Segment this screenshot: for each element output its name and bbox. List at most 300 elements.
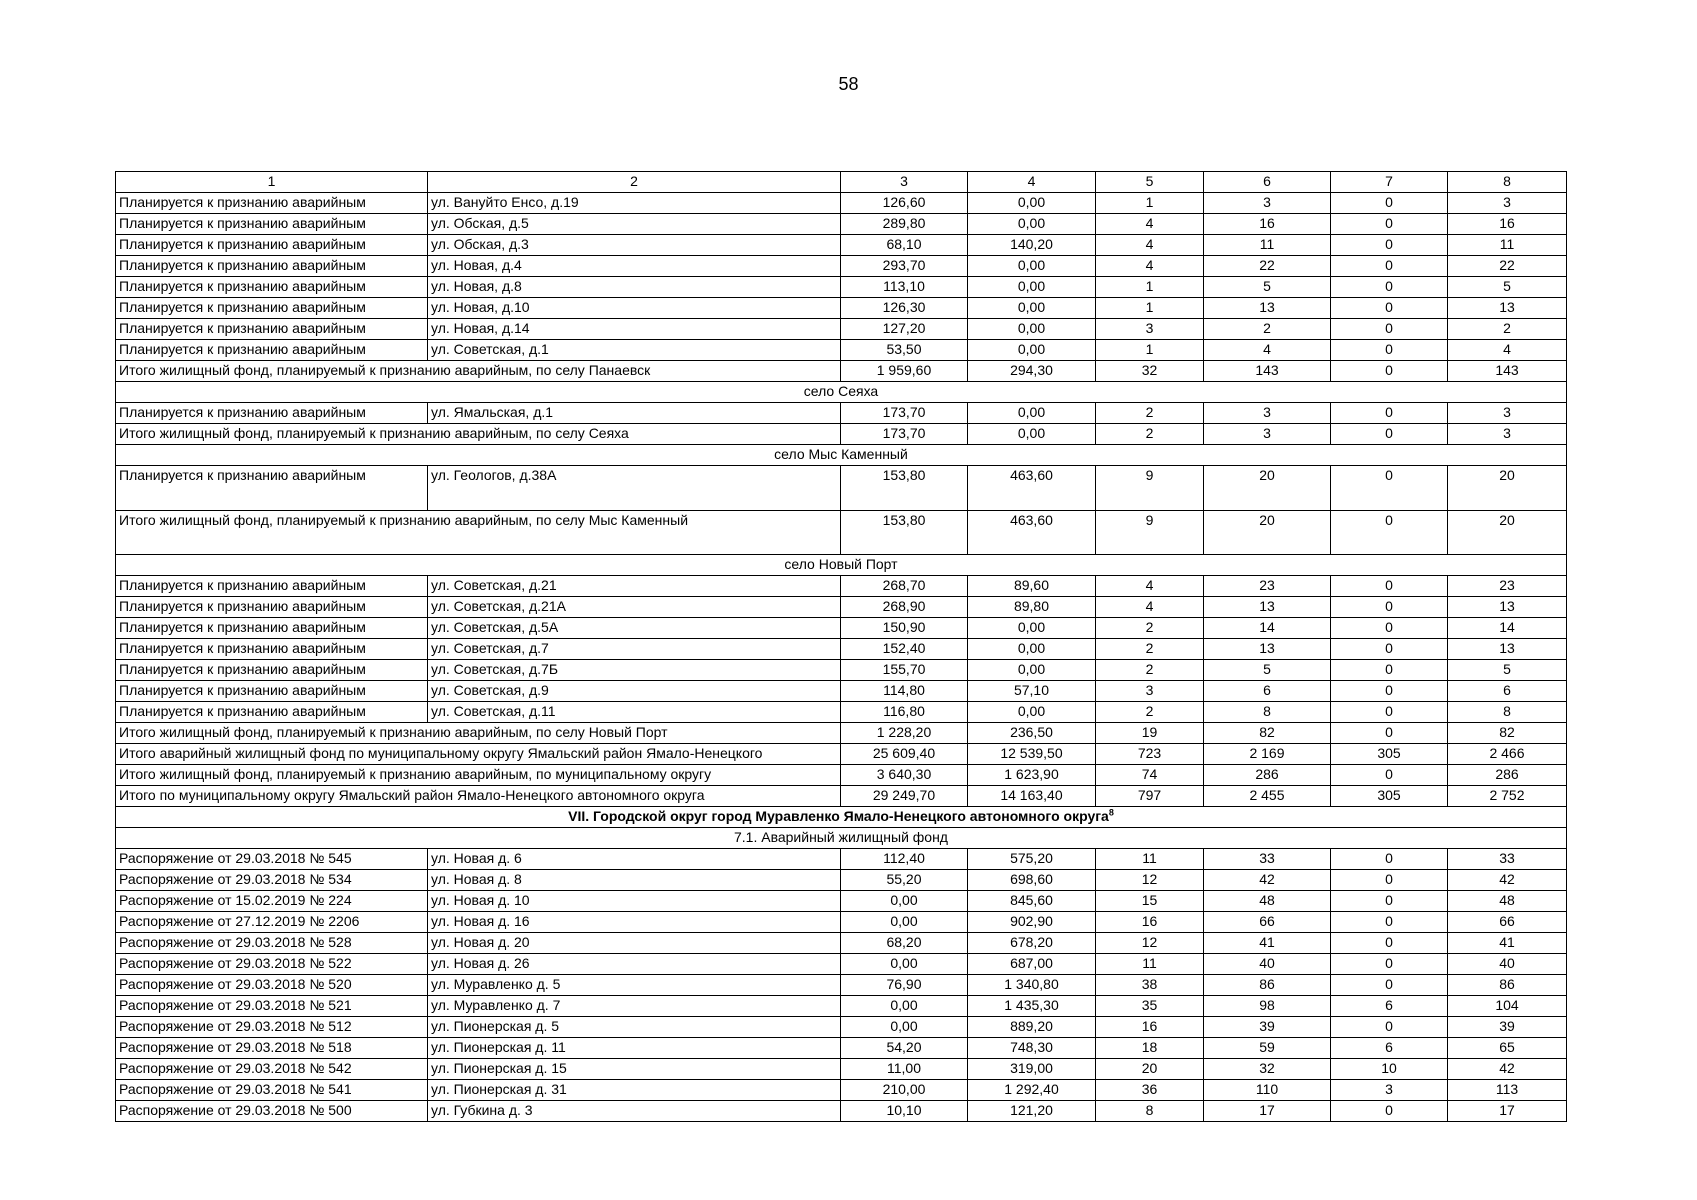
column-header: 3	[841, 172, 968, 193]
section-row	[116, 807, 1567, 828]
value-cell-col3: 68,10	[841, 235, 968, 256]
table-row	[116, 597, 1567, 618]
value-cell-col7: 0	[1331, 975, 1448, 996]
value-cell-col5: 38	[1096, 975, 1204, 996]
value-cell-col7: 0	[1331, 933, 1448, 954]
value-cell-col3: 268,90	[841, 597, 968, 618]
value-cell-col7: 0	[1331, 1101, 1448, 1122]
address-cell: ул. Новая, д.14	[428, 319, 841, 340]
value-cell-col6: 20	[1204, 511, 1331, 555]
table-row	[116, 891, 1567, 912]
value-cell-col7: 0	[1331, 681, 1448, 702]
table-row	[116, 298, 1567, 319]
value-cell-col5: 4	[1096, 214, 1204, 235]
value-cell-col5: 797	[1096, 786, 1204, 807]
value-cell-col4: 0,00	[968, 660, 1096, 681]
value-cell-col4: 1 340,80	[968, 975, 1096, 996]
table-row	[116, 319, 1567, 340]
value-cell-col5: 16	[1096, 912, 1204, 933]
value-cell-col5: 12	[1096, 933, 1204, 954]
value-cell-col4: 845,60	[968, 891, 1096, 912]
value-cell-col5: 11	[1096, 849, 1204, 870]
value-cell-col3: 25 609,40	[841, 744, 968, 765]
value-cell-col7: 0	[1331, 912, 1448, 933]
table-row	[116, 340, 1567, 361]
value-cell-col8: 5	[1448, 660, 1567, 681]
value-cell-col5: 1	[1096, 340, 1204, 361]
basis-cell: Планируется к признанию аварийным	[116, 319, 428, 340]
section-title	[116, 382, 1567, 403]
value-cell-col6: 13	[1204, 298, 1331, 319]
section-title	[116, 445, 1567, 466]
value-cell-col4: 121,20	[968, 1101, 1096, 1122]
basis-cell: Планируется к признанию аварийным	[116, 403, 428, 424]
value-cell-col4: 1 292,40	[968, 1080, 1096, 1101]
value-cell-col3: 152,40	[841, 639, 968, 660]
total-label: Итого жилищный фонд, планируемый к признанию аварийным, по селу Панаевск	[116, 361, 841, 382]
value-cell-col4: 89,60	[968, 576, 1096, 597]
basis-cell: Распоряжение от 29.03.2018 № 512	[116, 1017, 428, 1038]
basis-cell: Распоряжение от 29.03.2018 № 522	[116, 954, 428, 975]
value-cell-col8: 4	[1448, 340, 1567, 361]
basis-cell: Планируется к признанию аварийным	[116, 340, 428, 361]
value-cell-col3: 153,80	[841, 511, 968, 555]
value-cell-col5: 19	[1096, 723, 1204, 744]
value-cell-col3: 153,80	[841, 466, 968, 511]
value-cell-col5: 35	[1096, 996, 1204, 1017]
value-cell-col4: 236,50	[968, 723, 1096, 744]
value-cell-col6: 4	[1204, 340, 1331, 361]
address-cell: ул. Вануйто Енсо, д.19	[428, 193, 841, 214]
value-cell-col7: 0	[1331, 277, 1448, 298]
value-cell-col5: 74	[1096, 765, 1204, 786]
value-cell-col3: 112,40	[841, 849, 968, 870]
value-cell-col7: 0	[1331, 618, 1448, 639]
value-cell-col5: 12	[1096, 870, 1204, 891]
address-cell: ул. Советская, д.21	[428, 576, 841, 597]
value-cell-col4: 889,20	[968, 1017, 1096, 1038]
value-cell-col6: 5	[1204, 277, 1331, 298]
value-cell-col4: 687,00	[968, 954, 1096, 975]
table-row	[116, 849, 1567, 870]
value-cell-col5: 2	[1096, 639, 1204, 660]
total-label: Итого жилищный фонд, планируемый к признанию аварийным, по селу Сеяха	[116, 424, 841, 445]
value-cell-col7: 0	[1331, 576, 1448, 597]
value-cell-col5: 11	[1096, 954, 1204, 975]
basis-cell: Планируется к признанию аварийным	[116, 660, 428, 681]
value-cell-col8: 42	[1448, 1059, 1567, 1080]
basis-cell: Распоряжение от 29.03.2018 № 520	[116, 975, 428, 996]
value-cell-col6: 3	[1204, 403, 1331, 424]
value-cell-col4: 0,00	[968, 319, 1096, 340]
column-header-row	[116, 172, 1567, 193]
address-cell: ул. Обская, д.5	[428, 214, 841, 235]
basis-cell: Планируется к признанию аварийным	[116, 681, 428, 702]
section-title-text: село Сеяха	[803, 383, 879, 399]
value-cell-col8: 8	[1448, 702, 1567, 723]
address-cell: ул. Советская, д.7Б	[428, 660, 841, 681]
value-cell-col8: 104	[1448, 996, 1567, 1017]
value-cell-col4: 0,00	[968, 424, 1096, 445]
section-title-text: 7.1. Аварийный жилищный фонд	[734, 829, 948, 845]
total-label: Итого жилищный фонд, планируемый к признанию аварийным, по селу Новый Порт	[116, 723, 841, 744]
value-cell-col6: 16	[1204, 214, 1331, 235]
value-cell-col3: 0,00	[841, 996, 968, 1017]
value-cell-col5: 2	[1096, 424, 1204, 445]
basis-cell: Планируется к признанию аварийным	[116, 277, 428, 298]
value-cell-col3: 268,70	[841, 576, 968, 597]
value-cell-col6: 41	[1204, 933, 1331, 954]
basis-cell: Планируется к признанию аварийным	[116, 298, 428, 319]
table-row	[116, 256, 1567, 277]
table-row	[116, 1101, 1567, 1122]
value-cell-col7: 0	[1331, 1017, 1448, 1038]
value-cell-col6: 110	[1204, 1080, 1331, 1101]
basis-cell: Распоряжение от 29.03.2018 № 534	[116, 870, 428, 891]
total-row	[116, 723, 1567, 744]
section-title	[116, 555, 1567, 576]
value-cell-col5: 2	[1096, 618, 1204, 639]
total-row	[116, 744, 1567, 765]
value-cell-col5: 1	[1096, 298, 1204, 319]
value-cell-col6: 42	[1204, 870, 1331, 891]
section-title	[116, 807, 1567, 828]
value-cell-col3: 293,70	[841, 256, 968, 277]
value-cell-col3: 53,50	[841, 340, 968, 361]
value-cell-col3: 155,70	[841, 660, 968, 681]
value-cell-col4: 902,90	[968, 912, 1096, 933]
value-cell-col6: 17	[1204, 1101, 1331, 1122]
basis-cell: Распоряжение от 29.03.2018 № 542	[116, 1059, 428, 1080]
value-cell-col4: 463,60	[968, 511, 1096, 555]
table-row	[116, 996, 1567, 1017]
value-cell-col3: 3 640,30	[841, 765, 968, 786]
section-row	[116, 555, 1567, 576]
table-row	[116, 912, 1567, 933]
basis-cell: Распоряжение от 29.03.2018 № 528	[116, 933, 428, 954]
value-cell-col6: 23	[1204, 576, 1331, 597]
address-cell: ул. Муравленко д. 7	[428, 996, 841, 1017]
value-cell-col5: 3	[1096, 681, 1204, 702]
table-row	[116, 576, 1567, 597]
value-cell-col7: 0	[1331, 723, 1448, 744]
value-cell-col5: 2	[1096, 403, 1204, 424]
value-cell-col5: 9	[1096, 466, 1204, 511]
address-cell: ул. Советская, д.1	[428, 340, 841, 361]
total-row	[116, 786, 1567, 807]
section-title	[116, 828, 1567, 849]
value-cell-col7: 305	[1331, 786, 1448, 807]
value-cell-col4: 57,10	[968, 681, 1096, 702]
table-row	[116, 933, 1567, 954]
value-cell-col7: 3	[1331, 1080, 1448, 1101]
table-row	[116, 870, 1567, 891]
basis-cell: Планируется к признанию аварийным	[116, 466, 428, 511]
address-cell: ул. Обская, д.3	[428, 235, 841, 256]
address-cell: ул. Муравленко д. 5	[428, 975, 841, 996]
section-row	[116, 828, 1567, 849]
value-cell-col4: 0,00	[968, 702, 1096, 723]
value-cell-col3: 289,80	[841, 214, 968, 235]
value-cell-col6: 59	[1204, 1038, 1331, 1059]
value-cell-col7: 0	[1331, 298, 1448, 319]
value-cell-col3: 76,90	[841, 975, 968, 996]
value-cell-col3: 11,00	[841, 1059, 968, 1080]
address-cell: ул. Советская, д.5А	[428, 618, 841, 639]
total-row	[116, 511, 1567, 555]
value-cell-col5: 4	[1096, 235, 1204, 256]
value-cell-col4: 0,00	[968, 193, 1096, 214]
value-cell-col8: 17	[1448, 1101, 1567, 1122]
value-cell-col5: 20	[1096, 1059, 1204, 1080]
value-cell-col4: 0,00	[968, 340, 1096, 361]
value-cell-col8: 20	[1448, 466, 1567, 511]
basis-cell: Распоряжение от 29.03.2018 № 521	[116, 996, 428, 1017]
value-cell-col8: 3	[1448, 193, 1567, 214]
total-label: Итого жилищный фонд, планируемый к признанию аварийным, по селу Мыс Каменный	[116, 511, 841, 555]
value-cell-col5: 2	[1096, 702, 1204, 723]
value-cell-col3: 173,70	[841, 403, 968, 424]
value-cell-col7: 0	[1331, 891, 1448, 912]
value-cell-col8: 13	[1448, 639, 1567, 660]
address-cell: ул. Пионерская д. 5	[428, 1017, 841, 1038]
value-cell-col8: 66	[1448, 912, 1567, 933]
value-cell-col6: 3	[1204, 193, 1331, 214]
value-cell-col3: 0,00	[841, 1017, 968, 1038]
basis-cell: Планируется к признанию аварийным	[116, 235, 428, 256]
value-cell-col7: 0	[1331, 361, 1448, 382]
value-cell-col7: 0	[1331, 424, 1448, 445]
value-cell-col8: 13	[1448, 597, 1567, 618]
value-cell-col6: 5	[1204, 660, 1331, 681]
value-cell-col7: 0	[1331, 340, 1448, 361]
table-row	[116, 235, 1567, 256]
table-row	[116, 1080, 1567, 1101]
value-cell-col6: 66	[1204, 912, 1331, 933]
value-cell-col4: 0,00	[968, 277, 1096, 298]
value-cell-col7: 0	[1331, 597, 1448, 618]
table-row	[116, 660, 1567, 681]
table-row	[116, 702, 1567, 723]
value-cell-col7: 0	[1331, 765, 1448, 786]
address-cell: ул. Новая, д.8	[428, 277, 841, 298]
address-cell: ул. Новая, д.10	[428, 298, 841, 319]
address-cell: ул. Пионерская д. 15	[428, 1059, 841, 1080]
address-cell: ул. Новая д. 10	[428, 891, 841, 912]
value-cell-col6: 3	[1204, 424, 1331, 445]
value-cell-col6: 2 455	[1204, 786, 1331, 807]
value-cell-col8: 65	[1448, 1038, 1567, 1059]
table-row	[116, 639, 1567, 660]
value-cell-col8: 39	[1448, 1017, 1567, 1038]
value-cell-col8: 86	[1448, 975, 1567, 996]
value-cell-col4: 319,00	[968, 1059, 1096, 1080]
section-title-text: село Мыс Каменный	[774, 446, 908, 462]
address-cell: ул. Ямальская, д.1	[428, 403, 841, 424]
value-cell-col5: 1	[1096, 277, 1204, 298]
value-cell-col7: 0	[1331, 702, 1448, 723]
value-cell-col6: 13	[1204, 597, 1331, 618]
basis-cell: Распоряжение от 29.03.2018 № 500	[116, 1101, 428, 1122]
section-row	[116, 382, 1567, 403]
value-cell-col5: 16	[1096, 1017, 1204, 1038]
value-cell-col3: 210,00	[841, 1080, 968, 1101]
address-cell: ул. Пионерская д. 11	[428, 1038, 841, 1059]
value-cell-col3: 0,00	[841, 891, 968, 912]
basis-cell: Планируется к признанию аварийным	[116, 702, 428, 723]
section-title-text: VII. Городской округ город Муравленко Ямало-Ненецкого автономного округа	[568, 808, 1109, 824]
value-cell-col7: 6	[1331, 996, 1448, 1017]
table-row	[116, 466, 1567, 511]
address-cell: ул. Новая д. 26	[428, 954, 841, 975]
value-cell-col4: 463,60	[968, 466, 1096, 511]
total-label: Итого по муниципальному округу Ямальский район Ямало-Ненецкого автономного округа	[116, 786, 841, 807]
value-cell-col3: 126,60	[841, 193, 968, 214]
total-row	[116, 765, 1567, 786]
value-cell-col4: 294,30	[968, 361, 1096, 382]
value-cell-col5: 9	[1096, 511, 1204, 555]
value-cell-col8: 2 752	[1448, 786, 1567, 807]
value-cell-col4: 575,20	[968, 849, 1096, 870]
value-cell-col8: 3	[1448, 424, 1567, 445]
page-number: 58	[838, 74, 859, 94]
value-cell-col3: 116,80	[841, 702, 968, 723]
value-cell-col8: 23	[1448, 576, 1567, 597]
total-row	[116, 361, 1567, 382]
value-cell-col7: 0	[1331, 466, 1448, 511]
value-cell-col5: 723	[1096, 744, 1204, 765]
table-row	[116, 954, 1567, 975]
basis-cell: Распоряжение от 29.03.2018 № 545	[116, 849, 428, 870]
column-header: 2	[428, 172, 841, 193]
value-cell-col5: 15	[1096, 891, 1204, 912]
basis-cell: Планируется к признанию аварийным	[116, 576, 428, 597]
value-cell-col6: 11	[1204, 235, 1331, 256]
total-label: Итого жилищный фонд, планируемый к признанию аварийным, по муниципальному округу	[116, 765, 841, 786]
basis-cell: Планируется к признанию аварийным	[116, 597, 428, 618]
value-cell-col8: 2 466	[1448, 744, 1567, 765]
value-cell-col6: 6	[1204, 681, 1331, 702]
basis-cell: Распоряжение от 15.02.2019 № 224	[116, 891, 428, 912]
table-row	[116, 277, 1567, 298]
value-cell-col7: 0	[1331, 214, 1448, 235]
address-cell: ул. Пионерская д. 31	[428, 1080, 841, 1101]
value-cell-col8: 20	[1448, 511, 1567, 555]
value-cell-col3: 126,30	[841, 298, 968, 319]
value-cell-col8: 33	[1448, 849, 1567, 870]
value-cell-col8: 5	[1448, 277, 1567, 298]
basis-cell: Планируется к признанию аварийным	[116, 618, 428, 639]
table-row	[116, 1038, 1567, 1059]
value-cell-col6: 143	[1204, 361, 1331, 382]
value-cell-col5: 4	[1096, 256, 1204, 277]
value-cell-col3: 114,80	[841, 681, 968, 702]
value-cell-col8: 82	[1448, 723, 1567, 744]
table-row	[116, 1059, 1567, 1080]
address-cell: ул. Новая д. 20	[428, 933, 841, 954]
value-cell-col4: 14 163,40	[968, 786, 1096, 807]
value-cell-col6: 2 169	[1204, 744, 1331, 765]
housing-table	[115, 171, 1567, 1122]
value-cell-col6: 13	[1204, 639, 1331, 660]
basis-cell: Планируется к признанию аварийным	[116, 214, 428, 235]
value-cell-col6: 33	[1204, 849, 1331, 870]
table-row	[116, 193, 1567, 214]
value-cell-col4: 0,00	[968, 298, 1096, 319]
column-header: 7	[1331, 172, 1448, 193]
value-cell-col8: 2	[1448, 319, 1567, 340]
value-cell-col5: 32	[1096, 361, 1204, 382]
value-cell-col6: 98	[1204, 996, 1331, 1017]
value-cell-col4: 748,30	[968, 1038, 1096, 1059]
value-cell-col8: 48	[1448, 891, 1567, 912]
value-cell-col7: 0	[1331, 319, 1448, 340]
total-row	[116, 424, 1567, 445]
value-cell-col8: 14	[1448, 618, 1567, 639]
value-cell-col5: 4	[1096, 576, 1204, 597]
column-header: 8	[1448, 172, 1567, 193]
value-cell-col7: 0	[1331, 870, 1448, 891]
value-cell-col6: 8	[1204, 702, 1331, 723]
value-cell-col7: 0	[1331, 849, 1448, 870]
value-cell-col7: 0	[1331, 235, 1448, 256]
value-cell-col5: 3	[1096, 319, 1204, 340]
value-cell-col4: 0,00	[968, 403, 1096, 424]
address-cell: ул. Советская, д.9	[428, 681, 841, 702]
value-cell-col3: 1 959,60	[841, 361, 968, 382]
value-cell-col5: 36	[1096, 1080, 1204, 1101]
column-header: 5	[1096, 172, 1204, 193]
value-cell-col5: 2	[1096, 660, 1204, 681]
table-row	[116, 681, 1567, 702]
value-cell-col3: 0,00	[841, 954, 968, 975]
value-cell-col3: 0,00	[841, 912, 968, 933]
value-cell-col3: 150,90	[841, 618, 968, 639]
value-cell-col4: 12 539,50	[968, 744, 1096, 765]
value-cell-col7: 10	[1331, 1059, 1448, 1080]
value-cell-col4: 89,80	[968, 597, 1096, 618]
value-cell-col4: 0,00	[968, 618, 1096, 639]
value-cell-col6: 286	[1204, 765, 1331, 786]
value-cell-col7: 0	[1331, 193, 1448, 214]
value-cell-col3: 55,20	[841, 870, 968, 891]
value-cell-col4: 1 435,30	[968, 996, 1096, 1017]
table-row	[116, 975, 1567, 996]
value-cell-col3: 54,20	[841, 1038, 968, 1059]
table-row	[116, 1017, 1567, 1038]
value-cell-col5: 1	[1096, 193, 1204, 214]
value-cell-col6: 82	[1204, 723, 1331, 744]
basis-cell: Планируется к признанию аварийным	[116, 639, 428, 660]
value-cell-col6: 40	[1204, 954, 1331, 975]
value-cell-col3: 113,10	[841, 277, 968, 298]
address-cell: ул. Советская, д.11	[428, 702, 841, 723]
value-cell-col8: 40	[1448, 954, 1567, 975]
value-cell-col3: 10,10	[841, 1101, 968, 1122]
value-cell-col8: 6	[1448, 681, 1567, 702]
column-header: 6	[1204, 172, 1331, 193]
basis-cell: Распоряжение от 29.03.2018 № 541	[116, 1080, 428, 1101]
value-cell-col6: 20	[1204, 466, 1331, 511]
section-title-text: село Новый Порт	[784, 556, 898, 572]
value-cell-col8: 16	[1448, 214, 1567, 235]
value-cell-col8: 3	[1448, 403, 1567, 424]
value-cell-col4: 678,20	[968, 933, 1096, 954]
basis-cell: Распоряжение от 29.03.2018 № 518	[116, 1038, 428, 1059]
value-cell-col8: 42	[1448, 870, 1567, 891]
value-cell-col6: 48	[1204, 891, 1331, 912]
value-cell-col8: 13	[1448, 298, 1567, 319]
